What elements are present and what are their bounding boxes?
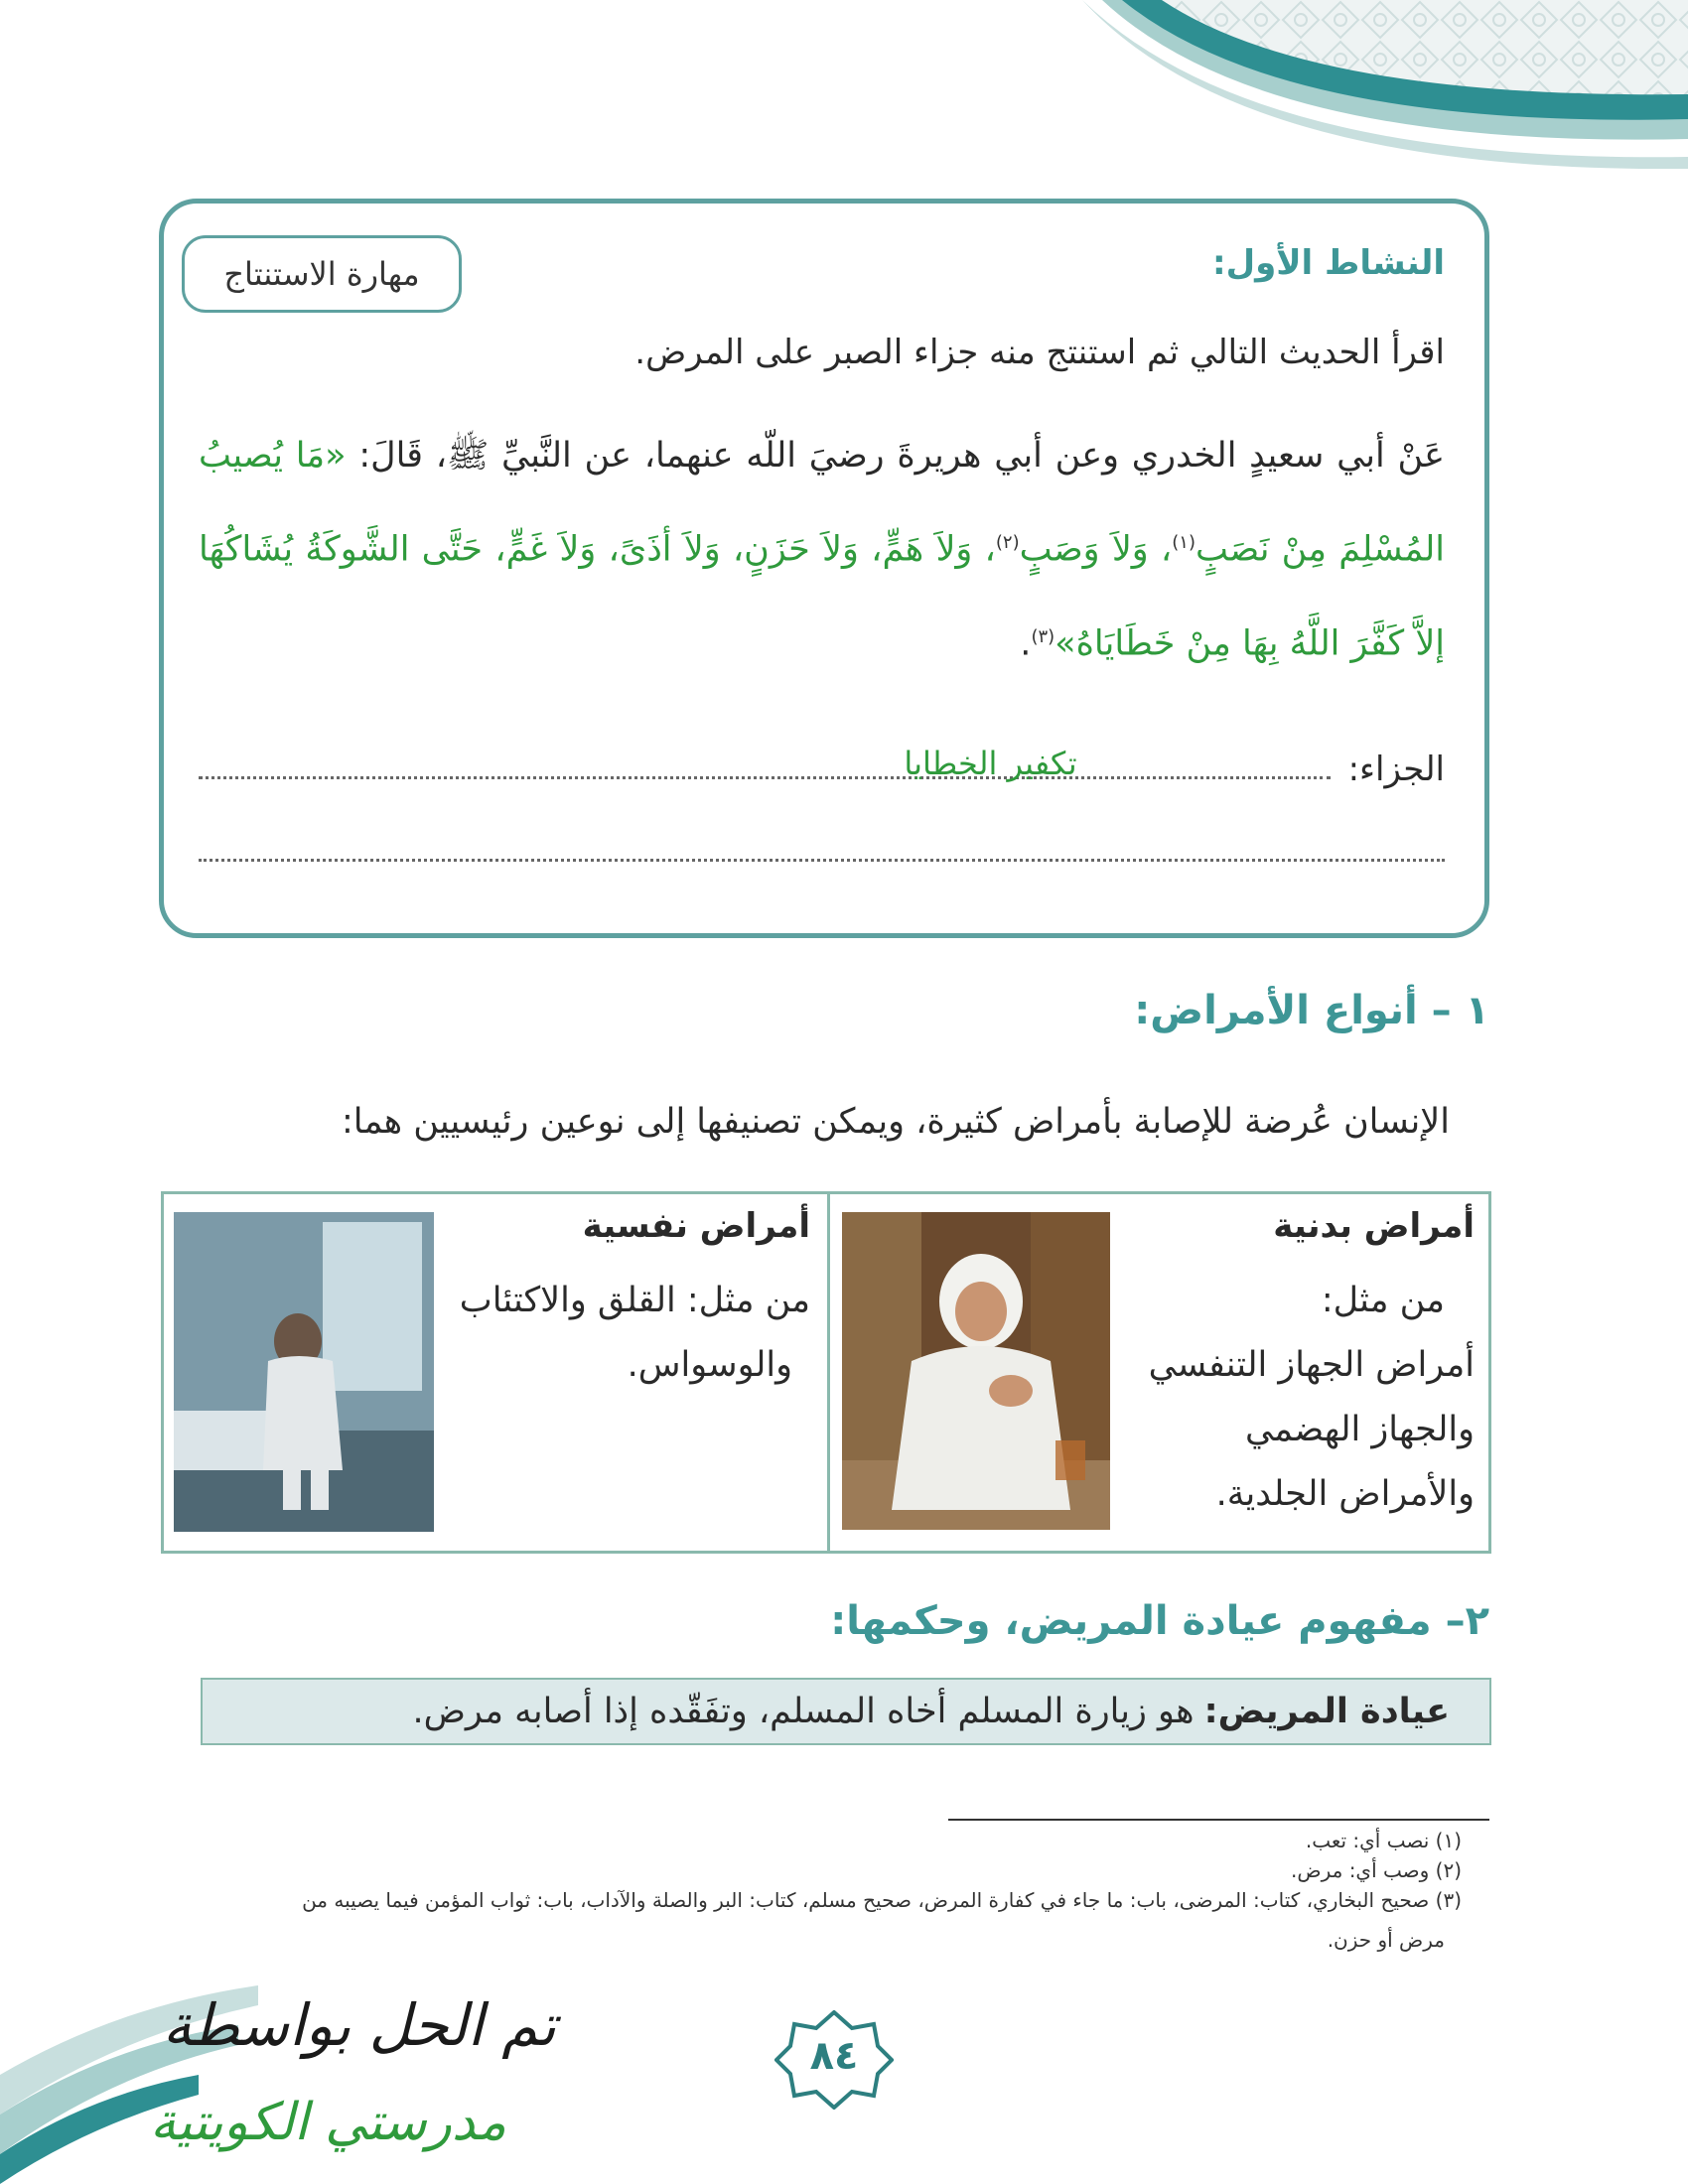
physical-diseases-title: أمراض بدنية (1273, 1206, 1475, 1246)
definition-box (201, 1678, 1491, 1745)
activity-box (159, 199, 1489, 938)
activity-title: النشاط الأول: (1211, 243, 1445, 283)
psychological-diseases-title: أمراض نفسية (582, 1206, 810, 1246)
hadith-quote-part-2: وَلاَ وَصَبٍ (1019, 529, 1149, 570)
answer-label: الجزاء: (1347, 750, 1445, 789)
page-number: ٨٤ (809, 2033, 859, 2079)
psychological-diseases-text (413, 1269, 810, 1398)
footnote-2: (٢) وصب أي: مرض. (1291, 1858, 1462, 1882)
definition-term: عيادة المريض: (1203, 1692, 1450, 1731)
section-2-heading: ٢– مفهوم عيادة المريض، وحكمها: (830, 1598, 1489, 1644)
answer-value: تكفير الخطايا (904, 745, 1077, 782)
footnote-3-cont: مرض أو حزن. (1327, 1928, 1445, 1952)
answer-line[interactable] (199, 740, 1445, 789)
answer-dotted-line[interactable] (199, 745, 1331, 782)
activity-instruction: اقرأ الحديث التالي ثم استنتج منه جزاء الصبر على المرض. (634, 333, 1445, 372)
definition-text: هو زيارة المسلم أخاه المسلم، وتفَقّده إذا أصابه مرض. (412, 1692, 1195, 1731)
psychological-line-1: من مثل: القلق والاكتئاب (459, 1281, 810, 1320)
disease-types-table (161, 1191, 1491, 1554)
footnote-ref-1: (١) (1172, 532, 1196, 553)
skill-badge: مهارة الاستنتاج (182, 235, 462, 313)
physical-line-3: والجهاز الهضمي (1245, 1410, 1475, 1449)
hadith-quote-part-1: «مَا يُصيبُ المُسْلِمَ مِنْ نَصَبٍ (199, 436, 1446, 570)
hadith-intro: عَنْ أبي سعيدٍ الخدري وعن أبي هريرةَ رضيَ اللّه عنهما، عن النَّبيِّ ﷺ، قَالَ: (346, 436, 1445, 476)
footnote-ref-3: (٣) (1031, 625, 1055, 647)
footnote-3: (٣) صحيح البخاري، كتاب: المرضى، باب: ما جاء في كفارة المرض، صحيح مسلم، كتاب: البر والصلة والآداب، باب: ثواب المؤمن فيما يصيبه من (302, 1888, 1462, 1912)
footnote-rule (948, 1819, 1489, 1821)
table-divider (827, 1194, 830, 1551)
sick-man-photo (842, 1212, 1110, 1530)
physical-line-2: أمراض الجهاز التنفسي (1148, 1345, 1475, 1385)
footnote-ref-2: (٢) (995, 532, 1020, 553)
signature-line-2: مدرستي الكويتية (150, 2093, 506, 2152)
footnote-1: (١) نصب أي: تعب. (1305, 1829, 1462, 1852)
physical-line-4: والأمراض الجلدية. (1215, 1474, 1475, 1514)
physical-line-1: من مثل: (1321, 1281, 1445, 1320)
signature-line-1: تم الحل بواسطة (162, 1991, 556, 2059)
handwritten-signature (70, 1951, 586, 2169)
hadith-end: . (1020, 623, 1032, 664)
section-1-heading: ١ – أنواع الأمراض: (1134, 988, 1489, 1033)
hadith-sep-1: ، (1148, 529, 1173, 570)
section-1-intro: الإنسان عُرضة للإصابة بأمراض كثيرة، ويمكن تصنيفها إلى نوعين رئيسيين هما: (341, 1102, 1450, 1142)
hadith-quote-part-3: وَلاَ هَمٍّ، وَلاَ حَزَنٍ، وَلاَ أذَىً، وَلاَ غَمٍّ، حَتَّى الشَّوكَةُ يُشَاكُهَا إلاَّ كَفَّرَ اللَّهُ بِهَا مِنْ خَطَايَاهُ» (199, 529, 1445, 664)
hadith-sep-2: ، (972, 529, 996, 570)
top-decorative-banner (1082, 0, 1688, 169)
depressed-man-photo (174, 1212, 434, 1532)
answer-dotted-line-2[interactable] (199, 859, 1445, 862)
psychological-line-2: والوسواس. (627, 1345, 792, 1385)
hadith-text (199, 412, 1445, 687)
physical-diseases-text (1137, 1269, 1475, 1527)
